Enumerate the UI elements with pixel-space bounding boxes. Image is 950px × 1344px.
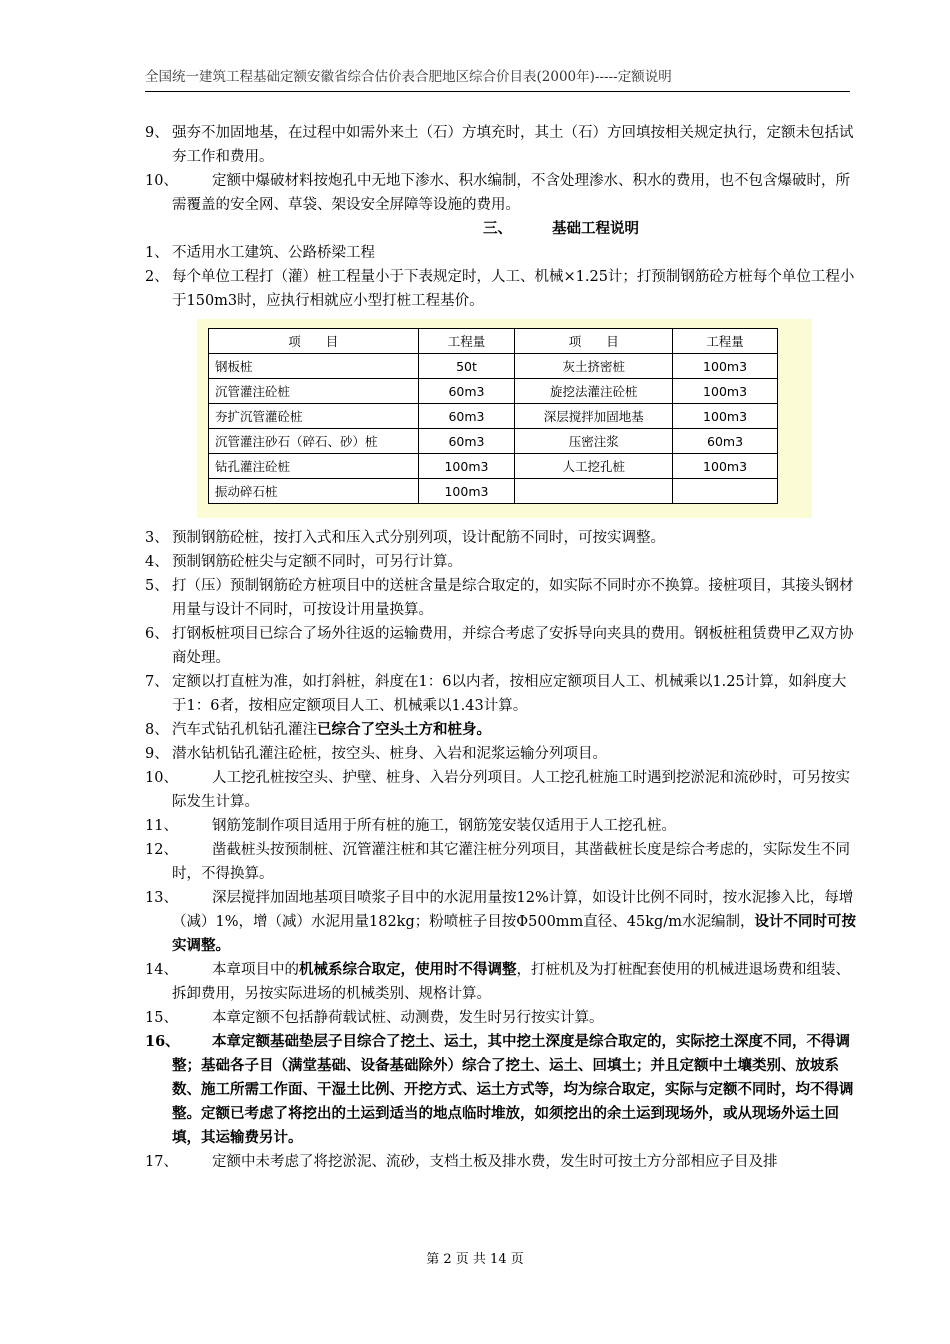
list-item (145, 814, 857, 838)
item-text: 钢筋笼制作项目适用于所有桩的施工，钢筋笼安装仅适用于人工挖孔桩。 (212, 818, 676, 834)
table-cell: 100m3 (673, 354, 778, 379)
table-cell (673, 479, 778, 504)
table-cell: 振动碎石桩 (209, 479, 419, 504)
list-item (145, 121, 857, 169)
list-item (145, 886, 857, 958)
item-text: 本章项目中的 (212, 962, 299, 978)
list-item (145, 265, 857, 313)
item-text: ，打桩机及为打桩配套使用的机械进退场费和组装、拆卸费用，另按实际进场的机械类别、规格计算。 (172, 962, 850, 1002)
list-item (145, 622, 857, 670)
section-heading (145, 217, 857, 241)
item-text: 预制钢筋砼桩，按打入式和压入式分别列项，设计配筋不同时，可按实调整。 (172, 530, 665, 546)
table-cell: 100m3 (673, 404, 778, 429)
item-number: 1、 (145, 245, 169, 261)
table-cell: 钻孔灌注砼桩 (209, 454, 419, 479)
column-header: 项 目 (209, 329, 419, 354)
table-cell: 灰土挤密桩 (515, 354, 673, 379)
table-cell: 100m3 (673, 454, 778, 479)
item-text: 定额中爆破材料按炮孔中无地下渗水、积水编制，不含处理渗水、积水的费用，也不包含爆破时，所需覆盖的安全网、草袋、架设安全屏障等设施的费用。 (172, 173, 850, 213)
item-bold-text: 设计不同时可按实调整。 (172, 913, 856, 954)
item-number: 10、 (145, 173, 178, 189)
list-item (145, 241, 857, 265)
item-text: 每个单位工程打（灌）桩工程量小于下表规定时，人工、机械×1.25计；打预制钢筋砼方桩每个单位工程小于150m3时，应执行相就应小型打桩工程基价。 (172, 269, 855, 309)
list-item (145, 1006, 857, 1030)
table-cell: 沉管灌注砼桩 (209, 379, 419, 404)
item-number: 14、 (145, 962, 178, 978)
table-cell: 夯扩沉管灌砼桩 (209, 404, 419, 429)
table-cell: 人工挖孔桩 (515, 454, 673, 479)
item-text: 打钢板桩项目已综合了场外往返的运输费用，并综合考虑了安拆导向夹具的费用。钢板桩租赁费甲乙双方协商处理。 (172, 626, 854, 666)
item-number: 12、 (145, 842, 178, 858)
item-number: 10、 (145, 770, 178, 786)
table-cell: 50t (418, 354, 515, 379)
item-text: 深层搅拌加固地基项目喷浆子目中的水泥用量按12%计算，如设计比例不同时，按水泥掺入比，每增（减）1%，增（减）水泥用量182kg；粉喷桩子目按Φ500mm直径、45kg/m水泥编制， (172, 890, 854, 930)
table-row (209, 379, 778, 404)
item-text: 人工挖孔桩按空头、护壁、桩身、入岩分列项目。人工挖孔桩施工时遇到挖淤泥和流砂时，可另按实际发生计算。 (172, 770, 850, 810)
document-body (145, 121, 857, 1174)
list-item (145, 169, 857, 217)
item-number: 7、 (145, 674, 169, 690)
table-row (209, 429, 778, 454)
item-number: 2、 (145, 269, 169, 285)
table-row (209, 404, 778, 429)
list-item (145, 838, 857, 886)
item-text: 潜水钻机钻孔灌注砼桩，按空头、桩身、入岩和泥浆运输分列项目。 (172, 746, 607, 762)
item-number: 3、 (145, 530, 169, 546)
page-header: 全国统一建筑工程基础定额安徽省综合估价表合肥地区综合价目表(2000年)-----定额说明 (145, 65, 850, 92)
list-item (145, 718, 857, 742)
column-header: 项 目 (515, 329, 673, 354)
item-number: 8、 (145, 722, 169, 738)
table-cell (515, 479, 673, 504)
item-text: 定额以打直桩为准，如打斜桩，斜度在1：6以内者，按相应定额项目人工、机械乘以1.25计算，如斜度大于1：6者，按相应定额项目人工、机械乘以1.43计算。 (172, 674, 847, 714)
table-cell: 100m3 (418, 479, 515, 504)
item-text: 本章定额不包括静荷载试桩、动测费，发生时另行按实计算。 (212, 1010, 604, 1026)
list-item (145, 1150, 857, 1174)
column-header: 工程量 (673, 329, 778, 354)
list-item (145, 526, 857, 550)
table-cell: 沉管灌注砂石（碎石、砂）桩 (209, 429, 419, 454)
item-number: 5、 (145, 578, 169, 594)
table-cell: 钢板桩 (209, 354, 419, 379)
table-header-row (209, 329, 778, 354)
table-cell: 60m3 (418, 404, 515, 429)
table-row (209, 454, 778, 479)
list-item (145, 1030, 857, 1150)
table-cell: 压密注浆 (515, 429, 673, 454)
item-number: 16、 (145, 1033, 180, 1050)
column-header: 工程量 (418, 329, 515, 354)
item-text: 预制钢筋砼桩尖与定额不同时，可另行计算。 (172, 554, 462, 570)
list-item (145, 742, 857, 766)
pile-table-frame (197, 319, 812, 518)
table-cell: 100m3 (673, 379, 778, 404)
item-number: 9、 (145, 125, 169, 141)
section-title: 基础工程说明 (552, 220, 639, 237)
pile-quantity-table (208, 328, 778, 504)
item-number: 6、 (145, 626, 169, 642)
item-bold-text: 机械系综合取定，使用时不得调整 (299, 961, 517, 978)
item-number: 13、 (145, 890, 178, 906)
item-number: 11、 (145, 818, 178, 834)
list-item (145, 550, 857, 574)
table-row (209, 479, 778, 504)
list-item (145, 670, 857, 718)
item-number: 15、 (145, 1010, 178, 1026)
table-cell: 60m3 (418, 379, 515, 404)
item-text: 强夯不加固地基，在过程中如需外来土（石）方填充时，其土（石）方回填按相关规定执行，定额未包括试夯工作和费用。 (172, 125, 854, 165)
table-cell: 旋挖法灌注砼桩 (515, 379, 673, 404)
item-number: 4、 (145, 554, 169, 570)
item-text: 不适用水工建筑、公路桥梁工程 (172, 245, 375, 261)
page-footer: 第 2 页 共 14 页 (426, 1252, 524, 1267)
item-bold-text: 已综合了空头土方和桩身。 (317, 721, 491, 738)
table-cell: 深层搅拌加固地基 (515, 404, 673, 429)
item-text: 汽车式钻孔机钻孔灌注 (172, 722, 317, 738)
item-text: 打（压）预制钢筋砼方桩项目中的送桩含量是综合取定的，如实际不同时亦不换算。接桩项目，其接头钢材用量与设计不同时，可按设计用量换算。 (172, 578, 854, 618)
section-number: 三、 (483, 220, 512, 237)
table-cell: 60m3 (673, 429, 778, 454)
list-item (145, 766, 857, 814)
item-text: 本章定额基础垫层子目综合了挖土、运土，其中挖土深度是综合取定的，实际挖土深度不同，不得调整；基础各子目（满堂基础、设备基础除外）综合了挖土、运土、回填土；并且定额中土壤类别、放坡系数、施工所需工作面、干湿土比例、开挖方式、运土方式等，均为综合取定，实际与定额不同时，均不得调整。定额已考虑了将挖出的土运到适当的地点临时堆放，如须挖出的余土运到现场外，或从现场外运土回填，其运输费另计。 (172, 1033, 854, 1146)
table-cell: 60m3 (418, 429, 515, 454)
item-number: 17、 (145, 1154, 178, 1170)
item-number: 9、 (145, 746, 169, 762)
list-item (145, 574, 857, 622)
item-text: 凿截桩头按预制桩、沉管灌注桩和其它灌注桩分列项目，其凿截桩长度是综合考虑的，实际发生不同时，不得换算。 (172, 842, 850, 882)
table-row (209, 354, 778, 379)
list-item (145, 958, 857, 1006)
table-cell: 100m3 (418, 454, 515, 479)
item-text: 定额中未考虑了将挖淤泥、流砂，支档土板及排水费，发生时可按土方分部相应子目及排 (212, 1154, 778, 1170)
